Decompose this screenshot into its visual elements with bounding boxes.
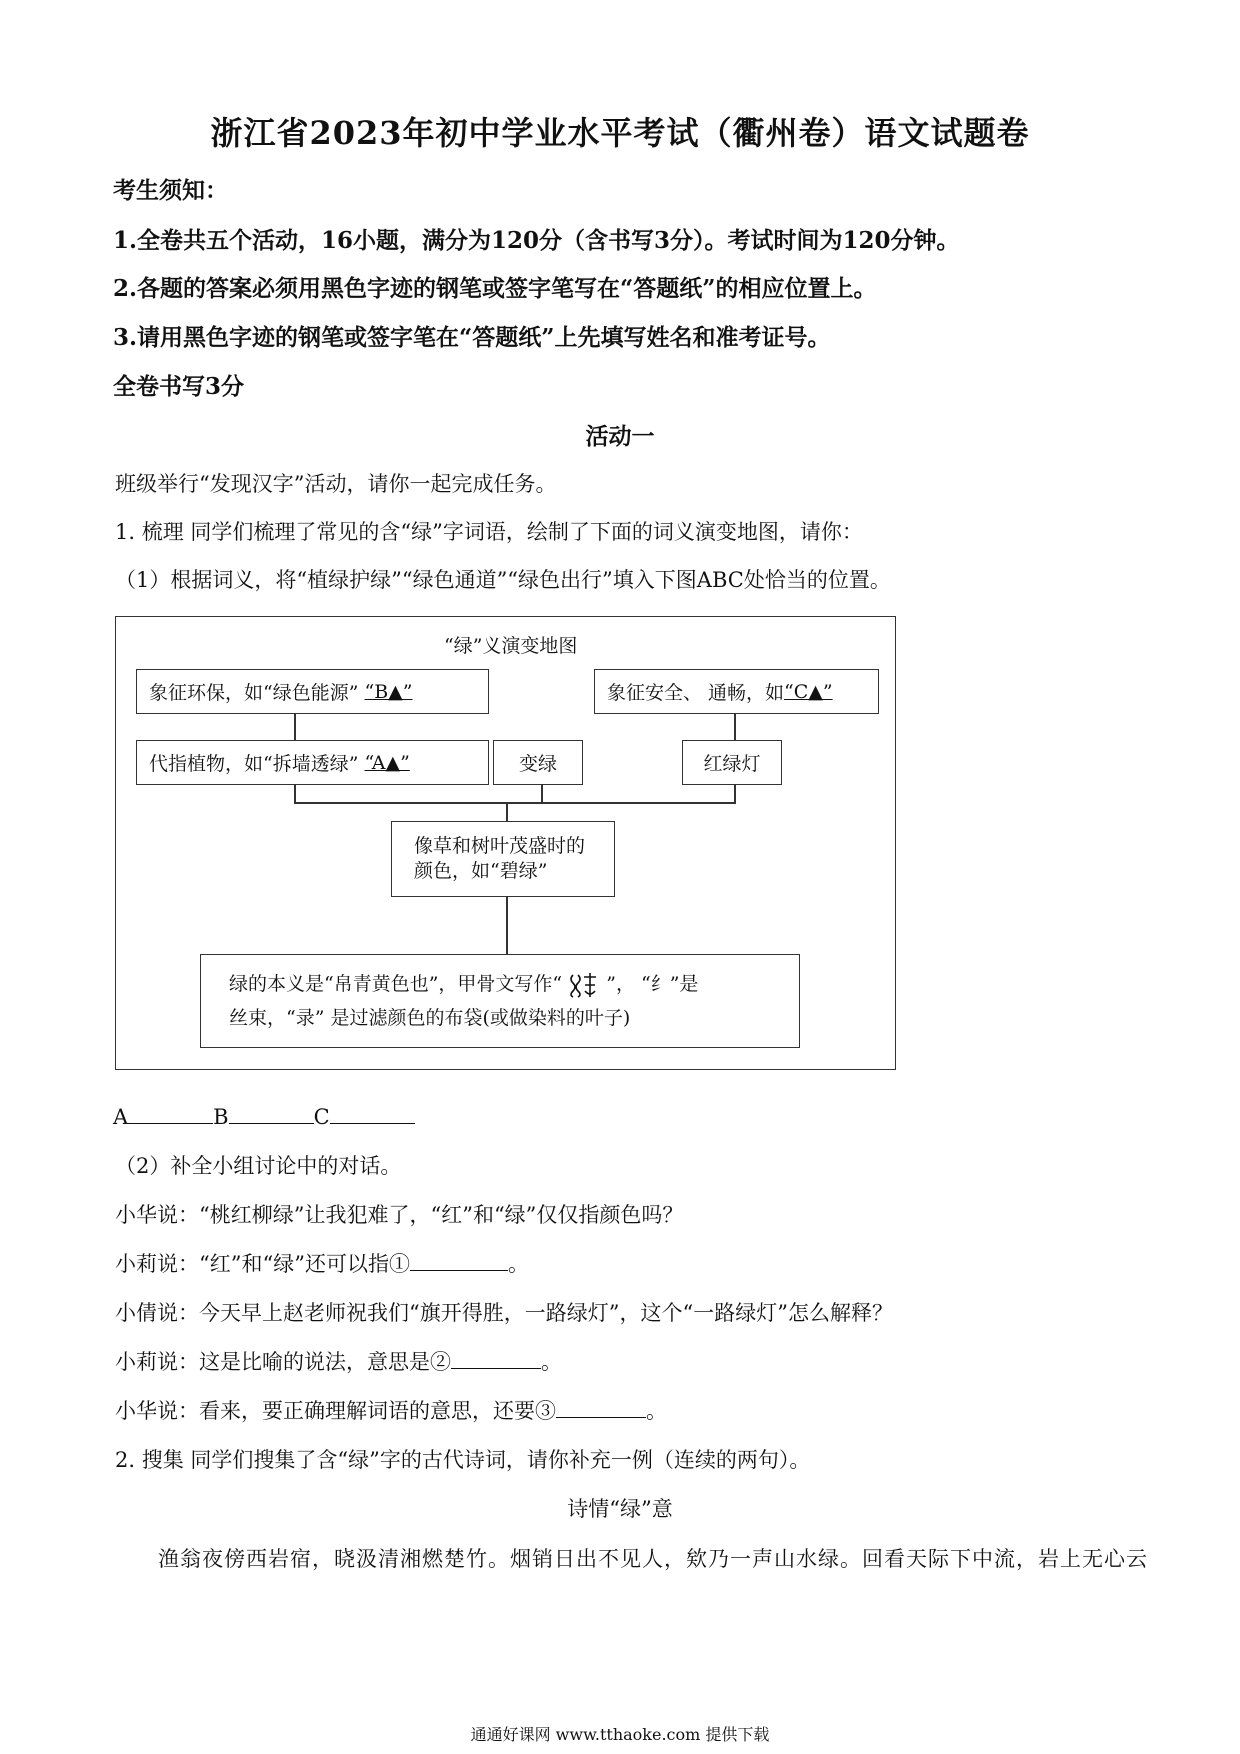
box-bottom-line-1 xyxy=(229,967,698,1001)
box-center-line-1: 像草和树叶茂盛时的 xyxy=(414,835,586,857)
page-footer: 通通好课网 www.tthaoke.com 提供下载 xyxy=(470,1725,770,1744)
dialogue-line-2-end: 。 xyxy=(507,1252,529,1276)
notice-item-3: 3.请用黑色字迹的钢笔或签字笔在“答题纸”上先填写姓名和准考证号。 xyxy=(113,324,831,351)
notice-heading: 考生须知： xyxy=(113,177,228,204)
box-c-safety xyxy=(594,669,879,714)
box-etymology xyxy=(200,954,800,1048)
connector xyxy=(734,712,736,742)
connector xyxy=(734,785,736,803)
box-original-color xyxy=(391,821,615,897)
activity-heading: 活动一 xyxy=(585,423,655,450)
answer-a-label: A xyxy=(113,1105,129,1129)
connector xyxy=(541,785,543,803)
box-a-plants xyxy=(136,740,489,785)
poem-title: 诗情“绿”意 xyxy=(567,1497,673,1521)
dialogue-line-5-text: 小华说：看来，要正确理解词语的意思，还要③ xyxy=(115,1399,556,1423)
box-b-environment xyxy=(136,669,489,714)
connector xyxy=(294,712,296,742)
box-a-blank: “A▲” xyxy=(364,751,410,774)
question-1-1: （1）根据词义，将“植绿护绿”“绿色通道”“绿色出行”填入下图ABC处恰当的位置。 xyxy=(115,568,891,592)
writing-score: 全卷书写3分 xyxy=(113,373,245,400)
answer-blank-3[interactable] xyxy=(556,1397,646,1418)
box-turn-green: 变绿 xyxy=(493,740,583,785)
question-1: 1. 梳理 同学们梳理了常见的含“绿”字词语，绘制了下面的词义演变地图，请你： xyxy=(115,520,863,544)
diagram-title: “绿”义演变地图 xyxy=(444,635,578,657)
connector xyxy=(294,785,296,803)
answer-a-field[interactable] xyxy=(128,1103,213,1124)
dialogue-line-4-text: 小莉说：这是比喻的说法，意思是② xyxy=(115,1350,451,1374)
dialogue-line-2-text: 小莉说：“红”和“绿”还可以指① xyxy=(115,1252,410,1276)
connector xyxy=(506,897,508,955)
box-a-text: 代指植物，如“拆墙透绿” xyxy=(149,753,359,775)
answer-blank-2[interactable] xyxy=(451,1348,541,1369)
dialogue-line-1: 小华说：“桃红柳绿”让我犯难了，“红”和“绿”仅仅指颜色吗？ xyxy=(115,1203,684,1227)
answer-blank-1[interactable] xyxy=(410,1250,508,1271)
etymology-text-1b: ”， “纟”是 xyxy=(606,973,699,995)
box-center-line-2: 颜色，如“碧绿” xyxy=(414,860,548,882)
answer-blanks xyxy=(113,1103,415,1129)
answer-b-label: B xyxy=(213,1105,229,1129)
dialogue-line-4-end: 。 xyxy=(541,1350,562,1374)
page-title: 浙江省2023年初中学业水平考试（衢州卷）语文试题卷 xyxy=(210,114,1030,152)
answer-c-label: C xyxy=(313,1105,330,1129)
box-b-text: 象征环保，如“绿色能源” xyxy=(149,682,359,704)
connector xyxy=(506,802,508,822)
dialogue-line-5-end: 。 xyxy=(646,1399,667,1423)
meaning-evolution-map xyxy=(115,616,896,1070)
question-1-2: （2）补全小组讨论中的对话。 xyxy=(115,1154,402,1178)
answer-b-field[interactable] xyxy=(229,1103,314,1124)
connector xyxy=(294,802,736,804)
box-bottom-line-2: 丝束，“录” 是过滤颜色的布袋(或做染料的叶子) xyxy=(229,1007,631,1029)
notice-item-2: 2.各题的答案必须用黑色字迹的钢笔或签字笔写在“答题纸”的相应位置上。 xyxy=(113,275,877,302)
box-c-text: 象征安全、 通畅，如 xyxy=(607,682,785,704)
dialogue-line-3: 小倩说：今天早上赵老师祝我们“旗开得胜，一路绿灯”，这个“一路绿灯”怎么解释？ xyxy=(115,1301,893,1325)
box-b-blank: “B▲” xyxy=(364,680,413,703)
box-c-blank: “C▲” xyxy=(784,680,833,703)
poem-text: 渔翁夜傍西岩宿，晓汲清湘燃楚竹。烟销日出不见人，欸乃一声山水绿。回看天际下中流，岩上无心云 xyxy=(158,1547,1148,1571)
etymology-text-1: 绿的本义是“帛青黄色也”，甲骨文写作“ xyxy=(229,973,563,995)
oracle-bone-glyph-icon xyxy=(568,971,600,999)
dialogue-line-4 xyxy=(115,1346,562,1376)
box-traffic-light: 红绿灯 xyxy=(682,740,782,785)
answer-c-field[interactable] xyxy=(330,1103,415,1124)
activity-intro: 班级举行“发现汉字”活动，请你一起完成任务。 xyxy=(115,472,557,496)
notice-item-1: 1.全卷共五个活动，16小题，满分为120分（含书写3分）。考试时间为120分钟。 xyxy=(113,227,960,254)
question-2: 2. 搜集 同学们搜集了含“绿”字的古代诗词，请你补充一例（连续的两句）。 xyxy=(115,1448,811,1472)
dialogue-line-2 xyxy=(115,1248,529,1278)
dialogue-line-5 xyxy=(115,1395,667,1425)
